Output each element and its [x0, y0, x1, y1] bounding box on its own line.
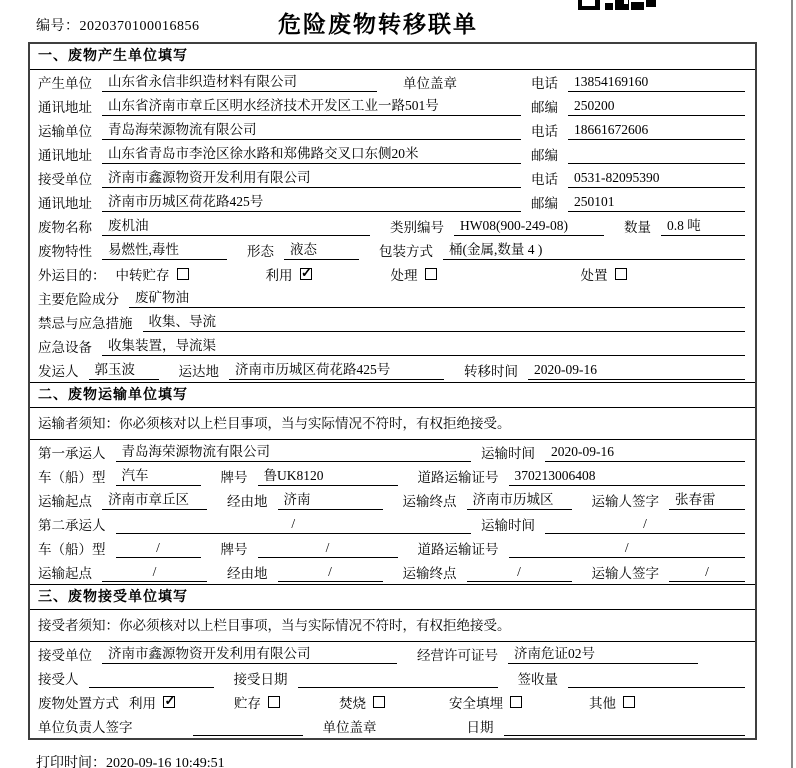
- receive-addr-label: 通讯地址: [38, 196, 92, 211]
- zip-label: 邮编: [531, 196, 558, 211]
- signed-qty-label: 签收量: [517, 672, 558, 687]
- document-header: [0, 0, 796, 40]
- transport-addr-value: 山东省青岛市李沧区徐水路和郑佛路交叉口东侧20米: [102, 144, 521, 164]
- receive-zip-group: [531, 192, 745, 212]
- vehicle1-type-value: 汽车: [116, 466, 201, 486]
- transfer-time-value: 2020-09-16: [528, 360, 745, 380]
- produce-zip-group: [531, 96, 745, 116]
- transport-zip-group: [531, 144, 745, 164]
- disposal-option-landfill: [449, 692, 589, 712]
- unit-seal-label: 单位盖章: [403, 76, 457, 91]
- vehicle2-type-value: /: [116, 538, 201, 558]
- section-transporter-title: 二、废物运输单位填写: [30, 382, 755, 408]
- checkbox-storage: [177, 268, 189, 280]
- route2-start-label: 运输起点: [38, 566, 92, 581]
- checkbox-utilize: [300, 268, 312, 280]
- serial-value: 2020370100016856: [79, 19, 200, 34]
- package-label: 包装方式: [379, 244, 433, 259]
- print-time-label: 打印时间：: [36, 756, 106, 768]
- checkbox-disposal-landfill: [510, 696, 522, 708]
- produce-phone-value: 13854169160: [568, 72, 745, 92]
- road-cert-value: 370213006408: [509, 466, 746, 486]
- produce-unit-label: 产生单位: [38, 76, 92, 91]
- vehicle2-type-label: 车（船）型: [38, 542, 106, 557]
- row-vehicle2: [30, 536, 755, 560]
- produce-addr-value: 山东省济南市章丘区明水经济技术开发区工业一路501号: [102, 96, 521, 116]
- phone-label: 电话: [531, 76, 558, 91]
- road-cert-label: 道路运输证号: [417, 542, 499, 557]
- waste-character-value: 易燃性,毒性: [102, 240, 227, 260]
- carrier1-label: 第一承运人: [38, 446, 106, 461]
- row-vehicle1: [30, 464, 755, 488]
- carrier-sign-label: 运输人签字: [591, 566, 659, 581]
- receive-unit-label: 接受单位: [38, 172, 92, 187]
- route1-start-value: 济南市章丘区: [102, 490, 207, 510]
- plate-label: 牌号: [220, 470, 248, 485]
- disposal-option-label: 焚烧: [339, 696, 366, 711]
- receive-phone-value: 0531-82095390: [568, 168, 745, 188]
- carrier-sign-value: 张春雷: [669, 490, 745, 510]
- carrier-sign2-value: /: [669, 562, 745, 582]
- carrier2-value: /: [116, 514, 472, 534]
- transport-addr-label: 通讯地址: [38, 148, 92, 163]
- route2-start-value: /: [102, 562, 207, 582]
- row-transfer-purpose: [30, 262, 755, 286]
- disposal-option-store: [234, 692, 339, 712]
- transport-time-value: 2020-09-16: [545, 442, 745, 462]
- dispatcher-label: 发运人: [38, 364, 79, 379]
- waste-character-label: 废物特性: [38, 244, 92, 259]
- via-label: 经由地: [227, 566, 268, 581]
- row-carrier2: [30, 512, 755, 536]
- section-producer-title: 一、废物产生单位填写: [30, 44, 755, 70]
- produce-phone-group: [531, 72, 745, 92]
- via-label: 经由地: [227, 494, 268, 509]
- hazard-label: 主要危险成分: [38, 292, 119, 307]
- receive-phone-group: [531, 168, 745, 188]
- signed-qty-value: [568, 668, 745, 688]
- dispatcher-value: 郭玉波: [89, 360, 159, 380]
- quantity-label: 数量: [624, 220, 651, 235]
- checkbox-disposal-incinerate: [373, 696, 385, 708]
- road-cert2-value: /: [509, 538, 746, 558]
- purpose-label: 外运目的：: [38, 268, 106, 283]
- row-receiving-unit: [30, 642, 755, 666]
- receiving-unit-value: 济南市鑫源物资开发利用有限公司: [102, 644, 397, 664]
- receiver-person-label: 接受人: [38, 672, 79, 687]
- transport-time-label: 运输时间: [481, 518, 535, 533]
- checkbox-disposal-utilize: [163, 696, 175, 708]
- purpose-option-label: 处置: [580, 268, 608, 283]
- row-route2: [30, 560, 755, 584]
- receiver-person-value: [89, 668, 214, 688]
- date-label: 日期: [466, 720, 494, 735]
- route1-end-value: 济南市历城区: [467, 490, 572, 510]
- transport-time-label: 运输时间: [481, 446, 535, 461]
- section-receiver: [30, 584, 755, 738]
- section-receiver-title: 三、废物接受单位填写: [30, 584, 755, 610]
- page-title: 危险废物转移联单: [278, 11, 478, 37]
- transfer-time-label: 转移时间: [464, 364, 518, 379]
- quantity-value: 0.8 吨: [661, 216, 745, 236]
- page-scan-edge: [791, 0, 793, 768]
- disposal-option-other: [589, 692, 635, 712]
- disposal-option-utilize: [129, 692, 234, 712]
- phone-label: 电话: [531, 172, 558, 187]
- row-receiver-person: [30, 666, 755, 690]
- route1-end-label: 运输终点: [402, 494, 457, 509]
- carrier-sign-label: 运输人签字: [591, 494, 659, 509]
- receiving-unit-label: 接受单位: [38, 648, 92, 663]
- purpose-option-label: 处理: [390, 268, 418, 283]
- category-code-value: HW08(900-249-08): [454, 216, 604, 236]
- phone-label: 电话: [531, 124, 558, 139]
- print-time-value: 2020-09-16 10:49:51: [106, 756, 225, 768]
- row-hazard-component: [30, 286, 755, 310]
- produce-zip-value: 250200: [568, 96, 745, 116]
- row-receive-unit: [30, 166, 755, 190]
- zip-label: 邮编: [531, 148, 558, 163]
- waste-name-value: 废机油: [102, 216, 370, 236]
- row-waste-character: [30, 238, 755, 262]
- row-responsible-sign: [30, 714, 755, 738]
- taboo-label: 禁忌与应急措施: [38, 316, 133, 331]
- carrier2-label: 第二承运人: [38, 518, 106, 533]
- road-cert-label: 道路运输证号: [417, 470, 499, 485]
- waste-name-label: 废物名称: [38, 220, 92, 235]
- disposal-option-label: 贮存: [234, 696, 261, 711]
- route1-start-label: 运输起点: [38, 494, 92, 509]
- disposal-option-label: 利用: [129, 696, 156, 711]
- plate-label: 牌号: [220, 542, 248, 557]
- hazard-value: 废矿物油: [129, 288, 745, 308]
- row-transport-unit: [30, 118, 755, 142]
- manifest-form: [28, 42, 757, 740]
- plate-value: 鲁UK8120: [258, 466, 398, 486]
- qr-code-fragment: [578, 0, 658, 12]
- produce-addr-label: 通讯地址: [38, 100, 92, 115]
- checkbox-disposal-other: [623, 696, 635, 708]
- receive-date-value: [298, 668, 498, 688]
- section-producer: [30, 44, 755, 382]
- row-waste-name: [30, 214, 755, 238]
- purpose-option-utilize: [266, 264, 391, 284]
- route2-end-label: 运输终点: [402, 566, 457, 581]
- row-receive-addr: [30, 190, 755, 214]
- destination-label: 运达地: [178, 364, 219, 379]
- unit-seal-label: 单位盖章: [322, 720, 377, 735]
- vehicle1-type-label: 车（船）型: [38, 470, 106, 485]
- transport-zip-value: [568, 144, 745, 164]
- row-transport-addr: [30, 142, 755, 166]
- checkbox-treat: [425, 268, 437, 280]
- responsible-sign-value: [193, 716, 303, 736]
- taboo-value: 收集、导流: [143, 312, 746, 332]
- purpose-option-treat: [391, 264, 581, 284]
- section-transporter: [30, 382, 755, 584]
- checkbox-disposal-store: [268, 696, 280, 708]
- receive-date-label: 接受日期: [233, 672, 288, 687]
- transporter-notice: 运输者须知：你必须核对以上栏目事项，当与实际情况不符时，有权拒绝接受。: [30, 408, 755, 440]
- disposal-option-label: 其他: [589, 696, 616, 711]
- license-value: 济南危证02号: [508, 644, 698, 664]
- via-value: 济南: [278, 490, 383, 510]
- via2-value: /: [278, 562, 383, 582]
- form-state-label: 形态: [247, 244, 274, 259]
- purpose-option-storage: [116, 264, 266, 284]
- license-label: 经营许可证号: [417, 648, 498, 663]
- transport-unit-label: 运输单位: [38, 124, 92, 139]
- row-disposal-method: [30, 690, 755, 714]
- row-produce-addr: [30, 94, 755, 118]
- transport-phone-value: 18661672606: [568, 120, 745, 140]
- zip-label: 邮编: [531, 100, 558, 115]
- receiver-notice: 接受者须知：你必须核对以上栏目事项，当与实际情况不符时，有权拒绝接受。: [30, 610, 755, 642]
- form-state-value: 液态: [284, 240, 359, 260]
- date-value: [504, 716, 746, 736]
- disposal-option-label: 安全填埋: [449, 696, 503, 711]
- receive-unit-value: 济南市鑫源物资开发利用有限公司: [102, 168, 521, 188]
- purpose-option-label: 利用: [265, 268, 293, 283]
- route2-end-value: /: [467, 562, 572, 582]
- produce-unit-value: 山东省永信非织造材料有限公司: [102, 72, 377, 92]
- category-code-label: 类别编号: [390, 220, 444, 235]
- checkbox-dispose: [615, 268, 627, 280]
- row-route1: [30, 488, 755, 512]
- purpose-option-dispose: [581, 264, 627, 284]
- package-value: 桶(金属,数量 4 ): [443, 240, 745, 260]
- responsible-sign-label: 单位负责人签字: [38, 720, 133, 735]
- row-emergency-equipment: [30, 334, 755, 358]
- plate2-value: /: [258, 538, 398, 558]
- equipment-value: 收集装置，导流渠: [102, 336, 745, 356]
- receive-zip-value: 250101: [568, 192, 745, 212]
- serial-label: 编号：: [36, 19, 80, 34]
- purpose-option-label: 中转贮存: [115, 268, 170, 283]
- carrier1-value: 青岛海荣源物流有限公司: [116, 442, 472, 462]
- transport-phone-group: [531, 120, 745, 140]
- row-dispatcher: [30, 358, 755, 382]
- row-carrier1: [30, 440, 755, 464]
- destination-value: 济南市历城区荷花路425号: [229, 360, 444, 380]
- disposal-option-incinerate: [339, 692, 449, 712]
- disposal-label: 废物处置方式: [38, 696, 119, 711]
- print-time: [36, 752, 225, 768]
- row-taboo-measures: [30, 310, 755, 334]
- transport-time2-value: /: [545, 514, 745, 534]
- row-produce-unit: [30, 70, 755, 94]
- equipment-label: 应急设备: [38, 340, 92, 355]
- receive-addr-value: 济南市历城区荷花路425号: [102, 192, 521, 212]
- transport-unit-value: 青岛海荣源物流有限公司: [102, 120, 521, 140]
